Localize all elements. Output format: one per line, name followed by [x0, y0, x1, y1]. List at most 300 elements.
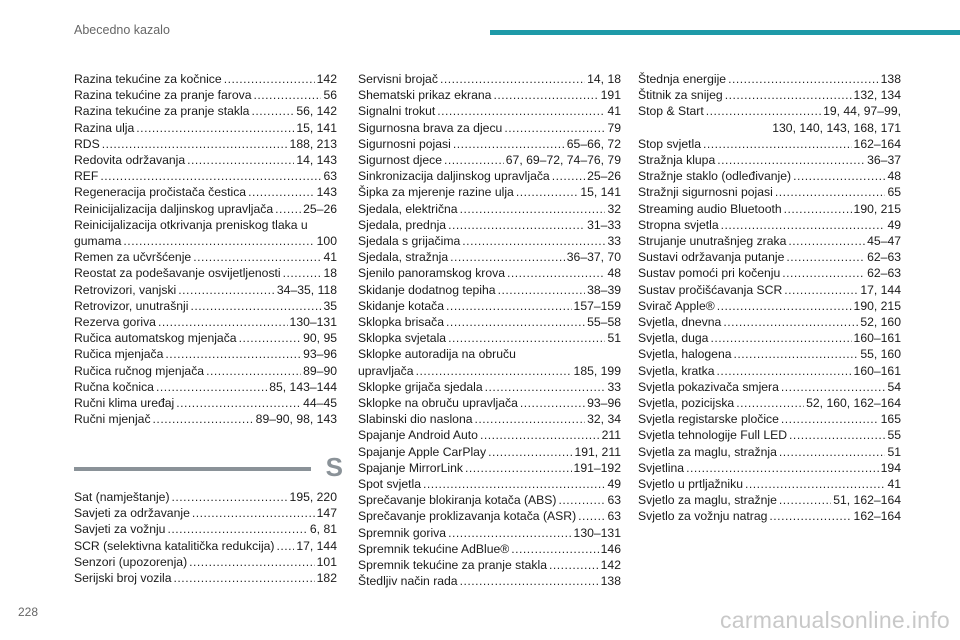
page-reference: 79	[607, 120, 621, 135]
index-term: Stop svjetla	[638, 136, 702, 151]
dot-leader	[745, 476, 885, 492]
index-entry	[638, 87, 901, 103]
index-term: Štednja energije	[638, 72, 727, 86]
index-term: Ručni klima uređaj	[74, 396, 175, 411]
index-entry	[638, 363, 901, 379]
index-entry	[638, 136, 901, 152]
index-term: Spremnik goriva	[358, 525, 447, 540]
index-entry	[638, 184, 901, 200]
index-term: Shematski prikaz ekrana	[358, 88, 492, 103]
index-entry	[74, 489, 337, 505]
index-entry	[638, 152, 901, 168]
dot-leader	[460, 573, 599, 589]
index-term: Svjetla, dnevna	[638, 315, 722, 330]
dot-leader	[728, 71, 879, 87]
index-term: Spremnik tekućine za pranje stakla	[358, 558, 548, 573]
page-reference: 62–63	[867, 266, 901, 281]
index-entry	[638, 411, 901, 427]
index-term: Sprečavanje proklizavanja kotača (ASR)	[358, 509, 577, 524]
index-term: RDS	[74, 136, 100, 151]
index-term: Sjedala, prednja	[358, 217, 447, 232]
page-reference: 142	[316, 72, 337, 86]
index-entry	[358, 314, 621, 330]
dot-leader	[717, 152, 865, 168]
index-term: Svjetla, pozicijska	[638, 396, 735, 411]
dot-leader	[440, 71, 585, 87]
index-entry	[74, 395, 337, 411]
index-entry	[638, 346, 901, 362]
dot-leader	[444, 152, 504, 168]
index-entry	[358, 379, 621, 395]
page-reference: 146	[600, 541, 621, 556]
index-term: Svjetlo za vožnju natrag	[638, 509, 768, 524]
dot-leader	[153, 411, 254, 427]
dot-leader	[480, 427, 600, 443]
index-entry	[74, 314, 337, 330]
dot-leader	[156, 379, 267, 395]
dot-leader	[450, 249, 565, 265]
dot-leader	[788, 233, 865, 249]
index-entry	[358, 71, 621, 87]
dot-leader	[769, 508, 851, 524]
dot-leader	[102, 136, 288, 152]
dot-leader	[423, 476, 605, 492]
index-term: Svjetla za maglu, stražnja	[638, 444, 777, 459]
page-reference: 56	[323, 88, 337, 103]
page-reference: 182	[316, 571, 337, 586]
index-entry	[358, 136, 621, 152]
index-term: Sat (namještanje)	[74, 490, 170, 504]
index-entry	[638, 233, 901, 249]
page-reference: 36–37	[867, 153, 901, 168]
page-reference: 191, 211	[574, 444, 621, 459]
dot-leader	[717, 298, 852, 314]
page-reference: 56, 142	[296, 104, 337, 119]
dot-leader	[283, 265, 322, 281]
index-entry	[638, 103, 901, 119]
page-reference: 31–33	[587, 217, 621, 232]
index-entry	[358, 525, 621, 541]
index-term: gumama	[74, 234, 122, 249]
page-reference: 194	[880, 460, 901, 475]
index-entry	[74, 411, 337, 427]
index-entry	[358, 541, 621, 557]
index-term: Svjetla, duga	[638, 331, 709, 346]
index-term: Sustavi održavanja putanje	[638, 250, 785, 265]
index-entry	[358, 460, 621, 476]
index-term: Sjedala, stražnja	[358, 250, 449, 265]
index-term: Strujanje unutrašnjeg zraka	[638, 234, 787, 249]
index-entry	[638, 476, 901, 492]
index-term: Sjedala s grijačima	[358, 234, 461, 249]
index-term: Ručni mjenjač	[74, 412, 151, 427]
page-reference: 52, 160, 162–164	[806, 396, 901, 411]
index-term: Remen za učvršćenje	[74, 250, 192, 265]
index-term: Sjenilo panoramskog krova	[358, 266, 506, 281]
dot-leader	[448, 525, 571, 541]
page-reference: 25–26	[303, 201, 337, 216]
dot-leader	[190, 298, 321, 314]
index-entry	[638, 298, 901, 314]
index-entry	[74, 570, 337, 586]
index-term: Svirač Apple®	[638, 298, 715, 313]
index-term: Spajanje Android Auto	[358, 428, 478, 443]
index-entry	[358, 411, 621, 427]
page-reference: 191	[600, 88, 621, 103]
index-entry	[358, 508, 621, 524]
index-term: Stražnja klupa	[638, 153, 716, 168]
index-column-1-s	[74, 489, 337, 586]
dot-leader	[793, 168, 885, 184]
page-reference: 130–131	[573, 525, 621, 540]
index-entry	[358, 265, 621, 281]
index-term: Streaming audio Bluetooth	[638, 201, 782, 216]
dot-leader	[239, 330, 302, 346]
index-entry	[74, 152, 337, 168]
index-term: Savjeti za vožnju	[74, 522, 166, 537]
dot-leader	[446, 314, 585, 330]
index-term: Retrovizor, unutrašnji	[74, 298, 189, 313]
index-term: Signalni trokut	[358, 104, 436, 119]
index-entry	[638, 330, 901, 346]
dot-leader	[187, 152, 294, 168]
index-term: Svjetla pokazivača smjera	[638, 379, 779, 394]
index-term: Sustav pročišćavanja SCR	[638, 282, 783, 297]
index-entry	[638, 314, 901, 330]
page-reference: 185, 199	[573, 363, 621, 378]
page-reference: 188, 213	[289, 136, 337, 151]
index-term: Svjetla tehnologije Full LED	[638, 428, 788, 443]
dot-leader	[721, 217, 886, 233]
index-term: Spremnik tekućine AdBlue®	[358, 541, 510, 556]
dot-leader	[448, 217, 585, 233]
index-term: Ručica automatskog mjenjača	[74, 331, 237, 346]
dot-leader	[100, 168, 321, 184]
page-reference: 190, 215	[853, 201, 901, 216]
index-term: Sprečavanje blokiranja kotača (ABS)	[358, 493, 557, 508]
page-reference: 160–161	[853, 331, 901, 346]
index-term: Senzori (upozorenja)	[74, 554, 188, 569]
index-term: Razina tekućine za kočnice	[74, 72, 222, 86]
page-reference: 101	[316, 554, 337, 569]
index-term: Savjeti za održavanje	[74, 506, 190, 521]
page-reference: 51	[607, 331, 621, 346]
page-reference: 32, 34	[587, 412, 621, 427]
page-reference: 52, 160	[860, 315, 901, 330]
index-entry	[638, 217, 901, 233]
page-reference: 147	[316, 506, 337, 521]
index-entry	[74, 330, 337, 346]
index-entry	[358, 168, 621, 184]
index-entry	[74, 521, 337, 537]
page-reference: 33	[607, 379, 621, 394]
index-term: Stop & Start	[638, 104, 704, 119]
header-title: Abecedno kazalo	[74, 23, 170, 37]
dot-leader	[174, 570, 315, 586]
page-reference: 63	[607, 509, 621, 524]
dot-leader	[725, 87, 852, 103]
page-number: 228	[18, 605, 39, 619]
index-entry	[638, 444, 901, 460]
dot-leader	[779, 492, 831, 508]
page-reference: 65	[887, 185, 901, 200]
dot-leader	[775, 184, 886, 200]
dot-leader	[448, 330, 605, 346]
page-reference: 14, 143	[296, 153, 337, 168]
dot-leader	[193, 249, 321, 265]
dot-leader	[734, 346, 859, 362]
page-reference: 162–164	[853, 509, 901, 524]
index-term: Spot svjetla	[358, 477, 422, 492]
index-term: Sinkronizacija daljinskog upravljača	[358, 169, 550, 184]
page-reference: 89–90	[303, 363, 337, 378]
index-entry	[358, 152, 621, 168]
index-entry	[358, 103, 621, 119]
index-entry	[74, 346, 337, 362]
dot-leader	[206, 363, 301, 379]
page-reference: 6, 81	[309, 522, 337, 537]
index-term: Reinicijalizacija daljinskog upravljača	[74, 201, 274, 216]
dot-leader	[123, 233, 314, 249]
dot-leader	[172, 489, 288, 505]
index-entry	[358, 444, 621, 460]
index-entry	[74, 168, 337, 184]
index-term: Svjetlo u prtljažniku	[638, 477, 743, 492]
index-term: Razina tekućine za pranje stakla	[74, 104, 250, 119]
page-reference: 34–35, 118	[276, 282, 337, 297]
page-reference: 18	[323, 266, 337, 281]
index-term: Spajanje Apple CarPlay	[358, 444, 487, 459]
dot-leader	[446, 298, 572, 314]
page-reference: 130–131	[289, 315, 337, 330]
dot-leader	[779, 444, 886, 460]
page-reference: 51	[887, 444, 901, 459]
page-reference: 54	[887, 379, 901, 394]
index-entry	[638, 460, 901, 476]
index-term: Sigurnosna brava za djecu	[358, 120, 503, 135]
page-reference: 17, 144	[296, 538, 337, 553]
index-term: Stražnje staklo (odleđivanje)	[638, 169, 792, 184]
dot-leader	[736, 395, 804, 411]
dot-leader	[703, 136, 852, 152]
page-reference: 93–96	[587, 396, 621, 411]
index-entry	[74, 71, 337, 87]
page-reference: 190, 215	[853, 298, 901, 313]
dot-leader	[453, 136, 565, 152]
page-reference: 55, 160	[860, 347, 901, 362]
index-entry-term: Sklopke autoradija na obruču	[358, 347, 516, 362]
index-term: Sklopka brisača	[358, 315, 445, 330]
index-term: Skidanje kotača	[358, 298, 445, 313]
dot-leader	[488, 444, 572, 460]
index-term: Rezerva goriva	[74, 315, 156, 330]
dot-leader	[192, 505, 315, 521]
index-entry	[358, 427, 621, 443]
page-reference: 55–58	[587, 315, 621, 330]
index-entry	[74, 184, 337, 200]
header-accent-bar	[490, 30, 960, 35]
page-reference: 25–26	[587, 169, 621, 184]
dot-leader	[437, 103, 605, 119]
dot-leader	[552, 168, 585, 184]
index-entry	[358, 184, 621, 200]
index-entry	[638, 427, 901, 443]
index-entry	[74, 538, 337, 554]
index-term: Sklopke grijača sjedala	[358, 379, 483, 394]
page-reference: 48	[607, 266, 621, 281]
index-entry-term: Reinicijalizacija otkrivanja preniskog tlaka u	[74, 217, 308, 232]
index-term: Stropna svjetla	[638, 217, 719, 232]
index-entry	[74, 379, 337, 395]
page-reference: 142	[600, 558, 621, 573]
index-entry	[638, 249, 901, 265]
index-term: Stražnji sigurnosni pojasi	[638, 185, 773, 200]
dot-leader	[493, 87, 598, 103]
index-column-1	[74, 71, 337, 427]
index-term: Sigurnost djece	[358, 153, 443, 168]
index-term: Regeneracija pročistača čestica	[74, 185, 247, 200]
page-reference: 49	[607, 477, 621, 492]
dot-leader	[189, 554, 315, 570]
index-entry	[638, 168, 901, 184]
dot-leader	[717, 363, 852, 379]
index-term: Štedljiv način rada	[358, 574, 458, 589]
index-term: SCR (selektivna katalitička redukcija)	[74, 538, 275, 553]
dot-leader	[416, 363, 572, 379]
dot-leader	[485, 379, 606, 395]
index-entry	[358, 233, 621, 249]
index-entry	[638, 71, 901, 87]
index-term: Sklopke na obruču upravljača	[358, 396, 518, 411]
dot-leader	[710, 330, 851, 346]
index-term: Ručna kočnica	[74, 379, 154, 394]
dot-leader	[167, 521, 307, 537]
dot-leader	[789, 427, 885, 443]
index-entry	[358, 363, 621, 379]
index-term: Servisni brojač	[358, 72, 438, 86]
dot-leader	[465, 460, 572, 476]
dot-leader	[504, 120, 605, 136]
index-term: Skidanje dodatnog tepiha	[358, 282, 496, 297]
dot-leader	[498, 282, 586, 298]
page-reference: 41	[887, 477, 901, 492]
index-term: Ručica mjenjača	[74, 347, 164, 362]
index-term: Svjetlo za maglu, stražnje	[638, 493, 777, 508]
page-reference: 63	[323, 169, 337, 184]
index-entry	[638, 508, 901, 524]
dot-leader	[475, 411, 586, 427]
page-reference: 138	[880, 72, 901, 86]
dot-leader	[224, 71, 315, 87]
dot-leader	[578, 508, 605, 524]
dot-leader	[251, 103, 294, 119]
index-entry	[638, 395, 901, 411]
index-term: Svjetlina	[638, 460, 685, 475]
page-reference: 33	[607, 234, 621, 249]
dot-leader	[136, 120, 294, 136]
index-entry	[358, 476, 621, 492]
dot-leader	[559, 492, 606, 508]
index-entry	[74, 554, 337, 570]
dot-leader	[176, 395, 301, 411]
page-reference: 38–39	[587, 282, 621, 297]
index-term: Ručica ručnog mjenjača	[74, 363, 205, 378]
page-reference: 35	[323, 298, 337, 313]
page-reference: 41	[323, 250, 337, 265]
page-reference: 32	[607, 201, 621, 216]
index-entry	[358, 298, 621, 314]
dot-leader	[507, 265, 605, 281]
page-reference: 157–159	[573, 298, 621, 313]
page-reference: 132, 134	[853, 88, 901, 103]
section-letter: S	[325, 452, 343, 482]
page-reference: 17, 144	[860, 282, 901, 297]
dot-leader	[158, 314, 288, 330]
index-term: Razina tekućine za pranje farova	[74, 88, 252, 103]
page-reference: 67, 69–72, 74–76, 79	[505, 153, 621, 168]
index-entry	[358, 395, 621, 411]
index-entry	[74, 103, 337, 119]
dot-leader	[254, 87, 322, 103]
index-term: Sigurnosni pojasi	[358, 136, 451, 151]
page-reference: 89–90, 98, 143	[255, 412, 337, 427]
page-reference: 55	[887, 428, 901, 443]
dot-leader	[516, 184, 579, 200]
page-reference: 45–47	[867, 234, 901, 249]
dot-leader	[511, 541, 598, 557]
index-entry	[74, 249, 337, 265]
page-reference: 100	[316, 234, 337, 249]
page-reference: 85, 143–144	[269, 379, 337, 394]
index-term: Šipka za mjerenje razine ulja	[358, 185, 514, 200]
dot-leader	[178, 282, 275, 298]
page-reference: 41	[607, 104, 621, 119]
index-term: upravljača	[358, 363, 414, 378]
index-column-2	[358, 71, 621, 590]
index-entry	[638, 282, 901, 298]
page-reference: 62–63	[867, 250, 901, 265]
dot-leader	[549, 557, 599, 573]
page-reference: 36–37, 70	[566, 250, 621, 265]
page-reference: 15, 141	[296, 120, 337, 135]
dot-leader	[686, 460, 879, 476]
page-reference: 160–161	[853, 363, 901, 378]
page-reference: 65–66, 72	[566, 136, 621, 151]
index-term: Svjetla, halogena	[638, 347, 732, 362]
index-entry	[74, 505, 337, 521]
dot-leader	[782, 265, 865, 281]
dot-leader	[706, 103, 821, 119]
dot-leader	[784, 282, 858, 298]
index-term: Serijski broj vozila	[74, 571, 172, 586]
dot-leader	[460, 201, 606, 217]
watermark: carmanualsonline.info	[719, 607, 950, 633]
dot-leader	[277, 538, 295, 554]
dot-leader	[165, 346, 301, 362]
index-entry	[358, 573, 621, 589]
index-entry	[74, 233, 337, 249]
page-reference: 19, 44, 97–99,	[823, 104, 901, 119]
index-entry	[358, 330, 621, 346]
page-reference: 211	[601, 428, 621, 443]
index-term: REF	[74, 169, 99, 184]
page-reference: 195, 220	[289, 490, 337, 504]
index-entry	[638, 201, 901, 217]
index-term: Retrovizori, vanjski	[74, 282, 177, 297]
index-entry	[74, 298, 337, 314]
index-term: Reostat za podešavanje osvijetljenosti	[74, 266, 281, 281]
section-divider	[74, 467, 311, 471]
